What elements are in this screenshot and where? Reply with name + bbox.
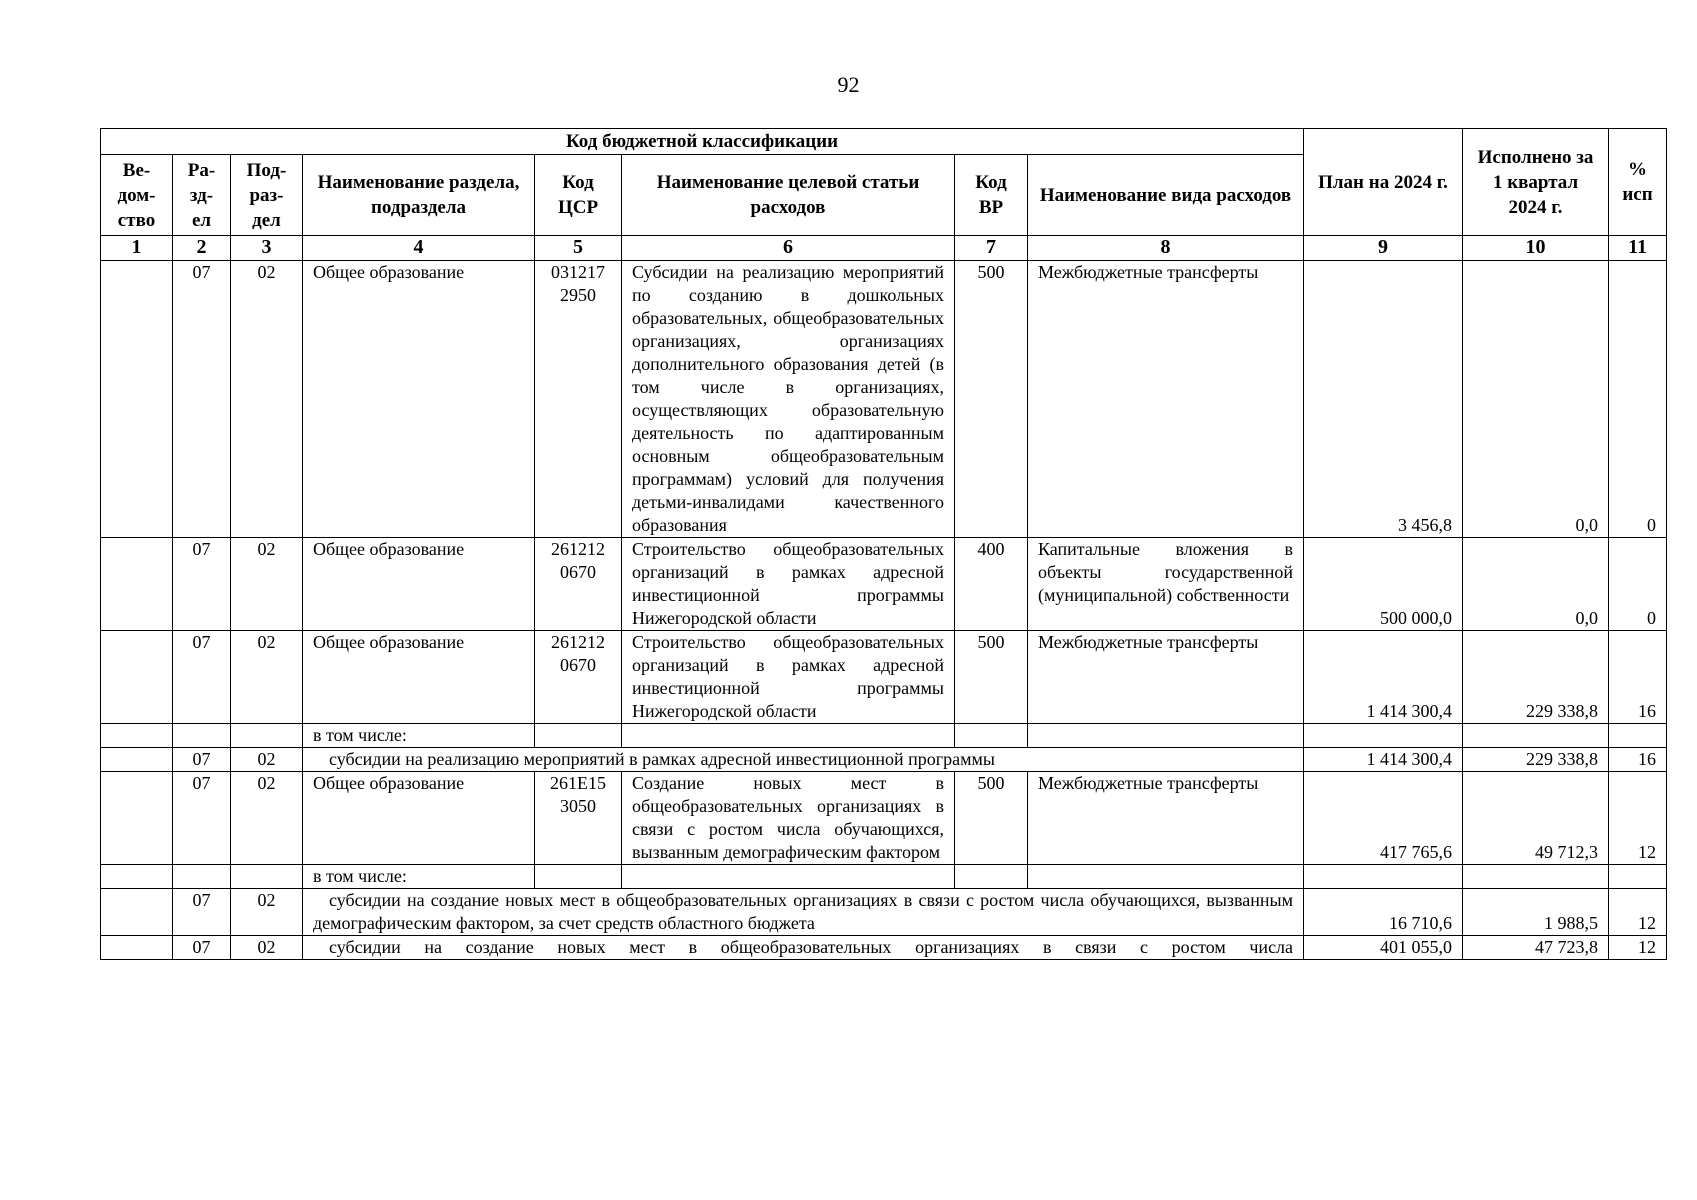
cell-podrazdel: 02	[231, 538, 303, 631]
cell-subsidy-text: субсидии на создание новых мест в общеобразовательных организациях в связи с ростом числа обучающихся, вызванным демографическим фактором, за счет средств областного бюджета	[303, 889, 1304, 936]
cell-executed: 229 338,8	[1463, 748, 1609, 772]
cell-executed: 49 712,3	[1463, 772, 1609, 865]
cell-vr-code: 400	[955, 538, 1028, 631]
header-csr-code: Код ЦСР	[535, 155, 622, 236]
cell-plan: 1 414 300,4	[1304, 631, 1463, 724]
cell-expense-type: Капитальные вложения в объекты государственной (муниципальной) собственности	[1028, 538, 1304, 631]
cell-target-article: Создание новых мест в общеобразовательных организациях в связи с ростом числа обучающихся, вызванным демографическим фактором	[622, 772, 955, 865]
col-number: 2	[173, 236, 231, 261]
cell-percent: 16	[1609, 631, 1667, 724]
cell-percent: 0	[1609, 538, 1667, 631]
cell-podrazdel: 02	[231, 261, 303, 538]
col-number: 5	[535, 236, 622, 261]
cell-target-article: Субсидии на реализацию мероприятий по созданию в дошкольных образовательных, общеобразовательных организациях, организациях дополнительного образования детей (в том числе в организациях, осуществляющих образовательную деятельность по адаптированным основным общеобразовательным программам) условий для получения детьми-инвалидами качественного образования	[622, 261, 955, 538]
table-row	[101, 936, 1667, 960]
col-number: 3	[231, 236, 303, 261]
header-expense-type-name: Наименование вида расходов	[1028, 155, 1304, 236]
col-number: 4	[303, 236, 535, 261]
table-row	[101, 724, 1667, 748]
col-number: 11	[1609, 236, 1667, 261]
cell-razdel: 07	[173, 889, 231, 936]
cell-vedomstvo	[101, 631, 173, 724]
cell-target-article: Строительство общеобразовательных организаций в рамках адресной инвестиционной программы Нижегородской области	[622, 538, 955, 631]
cell-percent: 0	[1609, 261, 1667, 538]
header-budget-code-group: Код бюджетной классификации	[101, 129, 1304, 155]
cell-plan: 16 710,6	[1304, 889, 1463, 936]
cell-podrazdel: 02	[231, 772, 303, 865]
table-row	[101, 631, 1667, 724]
cell-subsidy-text: субсидии на создание новых мест в общеобразовательных организациях в связи с ростом числа	[303, 936, 1304, 960]
cell-percent: 12	[1609, 889, 1667, 936]
cell-podrazdel: 02	[231, 889, 303, 936]
cell-executed: 0,0	[1463, 261, 1609, 538]
table-row	[101, 261, 1667, 538]
cell-section-name: Общее образование	[303, 261, 535, 538]
cell-subsidy-text: субсидии на реализацию мероприятий в рамках адресной инвестиционной программы	[303, 748, 1304, 772]
cell-podrazdel: 02	[231, 748, 303, 772]
table-row	[101, 865, 1667, 889]
cell-csr-code: 031217 2950	[535, 261, 622, 538]
table-row	[101, 538, 1667, 631]
cell-vedomstvo	[101, 261, 173, 538]
cell-percent: 12	[1609, 936, 1667, 960]
cell-executed: 229 338,8	[1463, 631, 1609, 724]
col-number: 9	[1304, 236, 1463, 261]
cell-vr-code: 500	[955, 772, 1028, 865]
cell-plan: 417 765,6	[1304, 772, 1463, 865]
col-number: 10	[1463, 236, 1609, 261]
cell-razdel: 07	[173, 631, 231, 724]
cell-razdel: 07	[173, 748, 231, 772]
table-row	[101, 889, 1667, 936]
cell-podrazdel: 02	[231, 631, 303, 724]
cell-plan: 401 055,0	[1304, 936, 1463, 960]
including-label: в том числе:	[303, 865, 535, 889]
including-label: в том числе:	[303, 724, 535, 748]
cell-expense-type: Межбюджетные трансферты	[1028, 631, 1304, 724]
cell-razdel: 07	[173, 261, 231, 538]
header-razdel: Ра-зд-ел	[173, 155, 231, 236]
cell-csr-code: 261212 0670	[535, 631, 622, 724]
cell-percent: 16	[1609, 748, 1667, 772]
page-number: 92	[837, 72, 860, 97]
cell-razdel: 07	[173, 936, 231, 960]
cell-expense-type: Межбюджетные трансферты	[1028, 772, 1304, 865]
cell-plan: 3 456,8	[1304, 261, 1463, 538]
header-percent: % исп	[1609, 129, 1667, 236]
cell-csr-code: 261E15 3050	[535, 772, 622, 865]
col-number: 1	[101, 236, 173, 261]
cell-target-article: Строительство общеобразовательных организаций в рамках адресной инвестиционной программы Нижегородской области	[622, 631, 955, 724]
cell-razdel: 07	[173, 772, 231, 865]
col-number: 7	[955, 236, 1028, 261]
cell-podrazdel: 02	[231, 936, 303, 960]
cell-executed: 0,0	[1463, 538, 1609, 631]
col-number: 6	[622, 236, 955, 261]
header-vr-code: Код ВР	[955, 155, 1028, 236]
cell-vedomstvo	[101, 538, 173, 631]
header-section-name: Наименование раздела, подраздела	[303, 155, 535, 236]
header-plan: План на 2024 г.	[1304, 129, 1463, 236]
cell-executed: 1 988,5	[1463, 889, 1609, 936]
cell-vr-code: 500	[955, 631, 1028, 724]
header-target-article-name: Наименование целевой статьи расходов	[622, 155, 955, 236]
cell-executed: 47 723,8	[1463, 936, 1609, 960]
table-row	[101, 748, 1667, 772]
header-podrazdel: Под-раз-дел	[231, 155, 303, 236]
cell-plan: 500 000,0	[1304, 538, 1463, 631]
cell-section-name: Общее образование	[303, 538, 535, 631]
cell-plan: 1 414 300,4	[1304, 748, 1463, 772]
table-row	[101, 772, 1667, 865]
header-vedomstvo: Ве-дом-ство	[101, 155, 173, 236]
col-number: 8	[1028, 236, 1304, 261]
cell-csr-code: 261212 0670	[535, 538, 622, 631]
budget-table	[100, 128, 1667, 960]
cell-section-name: Общее образование	[303, 631, 535, 724]
cell-section-name: Общее образование	[303, 772, 535, 865]
cell-percent: 12	[1609, 772, 1667, 865]
cell-expense-type: Межбюджетные трансферты	[1028, 261, 1304, 538]
cell-razdel: 07	[173, 538, 231, 631]
header-executed: Исполнено за 1 квартал 2024 г.	[1463, 129, 1609, 236]
cell-vr-code: 500	[955, 261, 1028, 538]
cell-vedomstvo	[101, 772, 173, 865]
